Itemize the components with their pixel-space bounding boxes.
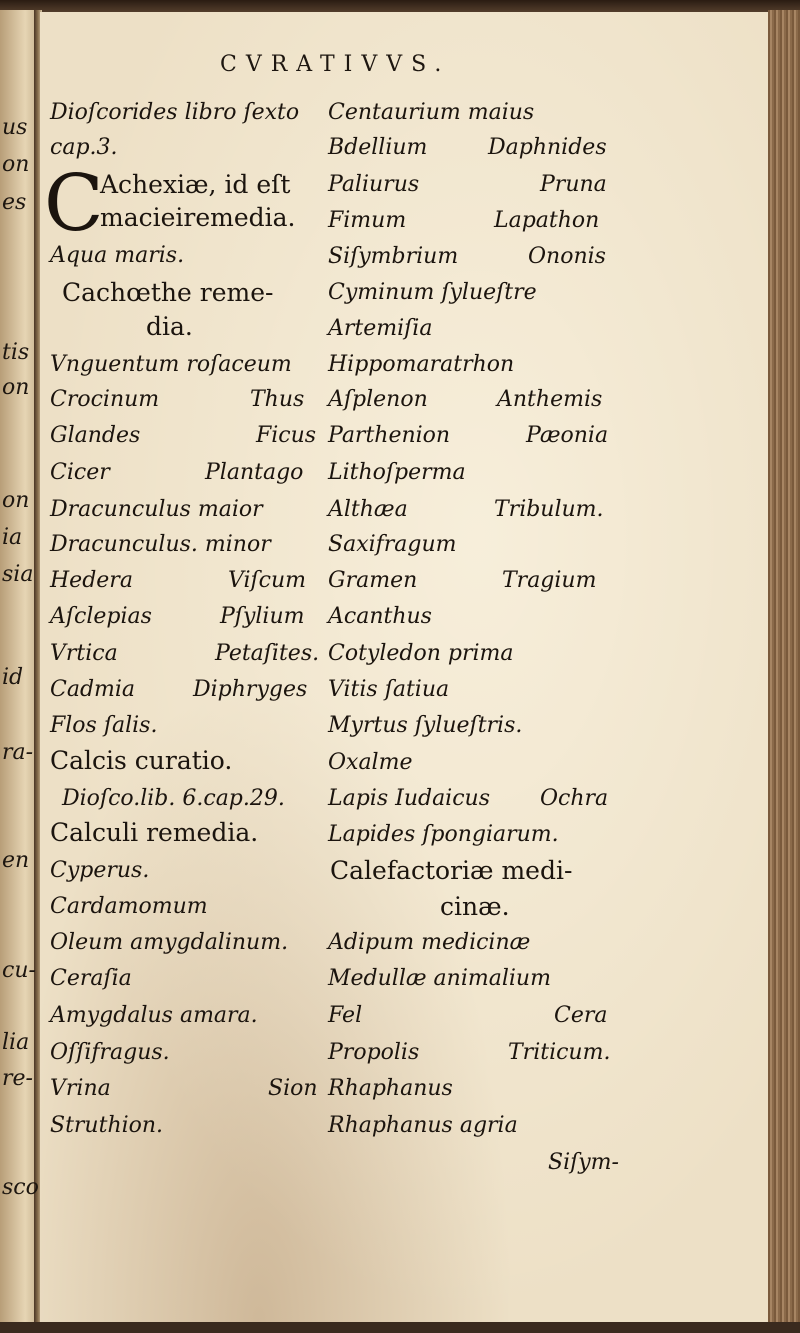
entry: Acanthus [328, 604, 432, 629]
entry: Cardamomum [50, 894, 208, 919]
entry: Oxalme [328, 750, 413, 775]
margin-fragment: tis [2, 340, 30, 365]
entry: Pſylium [220, 604, 305, 629]
margin-fragment: es [2, 190, 27, 215]
entry: Flos ſalis. [50, 713, 158, 738]
entry: Siſymbrium [328, 244, 459, 269]
entry: Rhaphanus agria [328, 1113, 518, 1138]
entry: Dioſco.lib. 6.cap.29. [62, 786, 285, 811]
margin-fragment: us [2, 115, 28, 140]
entry: cap.3. [50, 135, 118, 160]
entry: Adipum medicinæ [328, 930, 531, 955]
entry: Aſplenon [328, 387, 428, 412]
entry: Pæonia [526, 423, 609, 448]
margin-fragment: on [2, 375, 30, 400]
entry: Diphryges [193, 677, 308, 702]
margin-fragment: sco [2, 1175, 39, 1200]
entry: Cera [554, 1003, 608, 1028]
entry: Sion [268, 1076, 318, 1101]
entry: Vitis ſatiua [328, 677, 450, 702]
entry: Centaurium maius [328, 100, 535, 125]
section-heading: dia. [146, 312, 193, 341]
entry: Triticum. [508, 1040, 611, 1065]
entry: Petaſites. [215, 641, 320, 666]
bottom-edge [0, 1322, 800, 1333]
entry: Cyminum ſylueſtre [328, 280, 537, 305]
catchword: Siſym- [548, 1150, 619, 1175]
entry: Paliurus [328, 172, 420, 197]
entry: Ochra [540, 786, 609, 811]
entry: Dracunculus. minor [50, 532, 271, 557]
entry: Althæa [328, 497, 408, 522]
margin-fragment: en [2, 848, 30, 873]
entry: Myrtus ſylueſtris. [328, 713, 523, 738]
drop-cap: C [44, 159, 104, 249]
entry: Daphnides [488, 135, 607, 160]
entry: Fimum [328, 208, 407, 233]
entry: Cyperus. [50, 858, 150, 883]
entry: Tribulum. [494, 497, 604, 522]
entry: Ceraſia [50, 966, 132, 991]
section-heading: cinæ. [440, 892, 510, 921]
entry: Hedera [50, 568, 133, 593]
entry: Hippomaratrhon [328, 352, 515, 377]
margin-fragment: ia [2, 525, 23, 550]
margin-fragment: lia [2, 1030, 30, 1055]
entry: Medullæ animalium [328, 966, 551, 991]
entry: Tragium [502, 568, 597, 593]
entry: Fel [328, 1003, 363, 1028]
section-heading: Calcis curatio. [50, 746, 233, 775]
section-heading: Cachœthe reme- [62, 278, 274, 307]
entry: Cotyledon prima [328, 641, 514, 666]
entry: Crocinum [50, 387, 160, 412]
entry: Aqua maris. [50, 243, 185, 268]
margin-fragment: on [2, 152, 30, 177]
entry: Oſſifragus. [50, 1040, 170, 1065]
section-heading: macieiremedia. [100, 203, 296, 232]
entry: Parthenion [328, 423, 451, 448]
entry: Dioſcorides libro ſexto [50, 100, 300, 125]
page-edges-right [768, 10, 800, 1333]
entry: Lapathon [494, 208, 600, 233]
entry: Propolis [328, 1040, 420, 1065]
entry: Dracunculus maior [50, 497, 263, 522]
entry: Ficus [256, 423, 317, 448]
entry: Plantago [205, 460, 304, 485]
entry: Cadmia [50, 677, 136, 702]
entry: Lapides ſpongiarum. [328, 822, 559, 847]
margin-fragment: ra- [2, 740, 34, 765]
entry: Vrina [50, 1076, 111, 1101]
section-heading: Calefactoriæ medi- [330, 856, 573, 885]
entry: Bdellium [328, 135, 428, 160]
margin-fragment: cu- [2, 958, 36, 983]
entry: Lapis Iudaicus [328, 786, 491, 811]
section-heading: Achexiæ, id eſt [100, 170, 291, 199]
entry: Thus [250, 387, 305, 412]
entry: Rhaphanus [328, 1076, 453, 1101]
entry: Lithoſperma [328, 460, 466, 485]
margin-fragment: id [2, 665, 24, 690]
margin-fragment: on [2, 488, 30, 513]
entry: Amygdalus amara. [50, 1003, 258, 1028]
entry: Saxifragum [328, 532, 457, 557]
margin-fragment: re- [2, 1066, 33, 1091]
entry: Artemiſia [328, 316, 433, 341]
entry: Struthion. [50, 1113, 164, 1138]
entry: Anthemis [497, 387, 603, 412]
margin-fragment: sia [2, 562, 34, 587]
entry: Gramen [328, 568, 418, 593]
entry: Pruna [540, 172, 607, 197]
running-header: CVRATIVVS. [220, 52, 451, 77]
entry: Vnguentum roſaceum [50, 352, 292, 377]
entry: Aſclepias [50, 604, 152, 629]
section-heading: Calculi remedia. [50, 818, 259, 847]
entry: Oleum amygdalinum. [50, 930, 289, 955]
entry: Cicer [50, 460, 110, 485]
entry: Viſcum [228, 568, 307, 593]
entry: Vrtica [50, 641, 118, 666]
entry: Glandes [50, 423, 141, 448]
entry: Ononis [528, 244, 606, 269]
